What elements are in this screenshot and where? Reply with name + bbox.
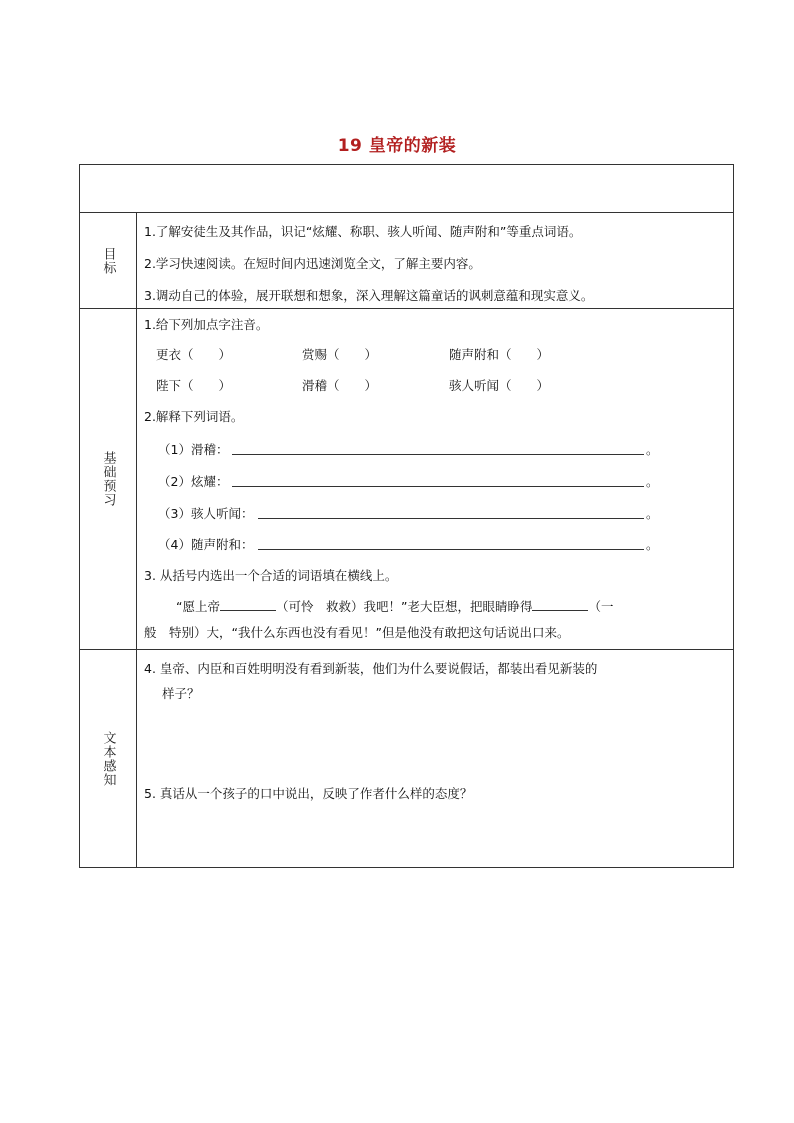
pinyin-item: 赏赐（ ） [302,347,378,362]
pinyin-item: 随声附和（ ） [449,347,550,362]
question-4-line2: 样子？ [162,686,200,701]
reading-label-cell [80,650,137,867]
answer-blank[interactable] [232,442,644,455]
q3-passage-line2: 般 特别）大，“我什么东西也没有看见！”但是他没有敢把这句话说出口来。 [144,625,570,640]
term-label: （4）随声附和： [158,537,254,552]
q3-passage-line1 [176,597,613,615]
goals-row [80,213,733,309]
q3-blank-1[interactable] [220,598,276,611]
answer-blank[interactable] [258,537,644,550]
question-2: 2.解释下列词语。 [144,409,244,424]
period: 。 [646,506,659,521]
term-label: （1）滑稽： [158,442,229,457]
q3-part-a: “愿上帝 [176,599,220,614]
goal-item: 3.调动自己的体验，展开联想和想象，深入理解这篇童话的讽刺意蕴和现实意义。 [144,288,594,303]
preview-row [80,309,733,650]
worksheet-table [79,164,734,868]
pinyin-item: 滑稽（ ） [302,378,378,393]
question-1: 1.给下列加点字注音。 [144,317,269,332]
pinyin-item: 骇人听闻（ ） [449,378,550,393]
preview-content [136,309,733,649]
term-label: （3）骇人听闻： [158,506,254,521]
answer-blank[interactable] [232,474,644,487]
q3-part-c: （一 [588,599,614,614]
question-5: 5. 真话从一个孩子的口中说出，反映了作者什么样的态度？ [144,786,473,801]
preview-label: 基础预习 [100,451,116,507]
reading-label: 文本感知 [100,730,116,787]
reading-row [80,650,733,867]
q3-part-b: （可怜 救救）我吧！”老大臣想，把眼睛睁得 [275,599,533,614]
term-label: （2）炫耀： [158,474,229,489]
period: 。 [646,537,659,552]
header-row-empty [80,165,733,213]
question-4-line1: 4. 皇帝、内臣和百姓明明没有看到新装，他们为什么要说假话，都装出看见新装的 [144,661,598,676]
goal-item: 1.了解安徒生及其作品，识记“炫耀、称职、骇人听闻、随声附和”等重点词语。 [144,224,582,239]
goals-label-cell [80,213,137,308]
reading-content [136,650,733,867]
period: 。 [646,474,659,489]
question-3: 3. 从括号内选出一个合适的词语填在横线上。 [144,568,398,583]
q3-blank-2[interactable] [532,598,588,611]
goals-label: 目标 [100,246,116,275]
pinyin-item: 陛下（ ） [156,378,232,393]
page-title: 19 皇帝的新装 [337,136,457,156]
goals-content [136,213,733,308]
preview-label-cell [80,309,137,649]
pinyin-item: 更衣（ ） [156,347,232,362]
period: 。 [646,442,659,457]
goal-item: 2.学习快速阅读。在短时间内迅速浏览全文，了解主要内容。 [144,256,481,271]
answer-blank[interactable] [258,506,644,519]
